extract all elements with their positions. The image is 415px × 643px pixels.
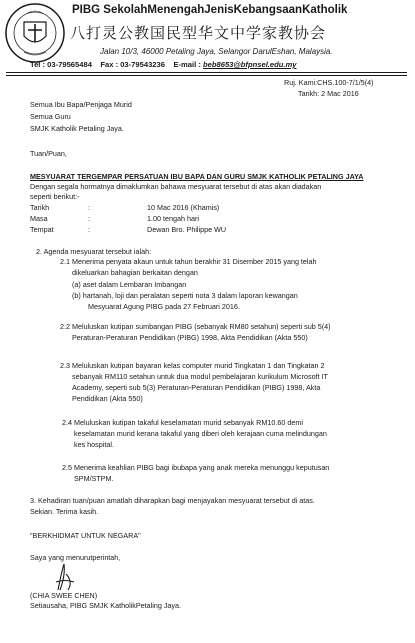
recipient-line: Semua Guru	[30, 112, 71, 121]
agenda-line: 2.4 Meluluskan kutipan takaful keselamatan murid sebanyak RM10.60 demi	[62, 418, 303, 427]
intro-line: seperti berikut:-	[30, 192, 80, 201]
school-motto: "BERKHIDMAT UNTUK NEGARA"	[30, 531, 141, 540]
agenda-line: sebanyak RM110 setahun untuk dua modul pembelajaran kurikulum Microsoft IT	[72, 372, 328, 381]
agenda-line: SPM/STPM.	[74, 474, 114, 483]
detail-value: 1.00 tengah hari	[147, 214, 199, 223]
email-link[interactable]: beb8653@bfpnsel.edu.my	[203, 60, 297, 69]
agenda-line: Mesyuarat Agung PIBG pada 27 Februari 2016.	[88, 302, 240, 311]
school-name-malay: PIBG SekolahMenengahJenisKebangsaanKatholik	[72, 4, 348, 16]
closing-thanks: Sekian. Terima kasih.	[30, 507, 99, 516]
header-rule-thin	[6, 75, 407, 76]
school-crest-logo	[4, 2, 66, 64]
agenda-line: Academy, seperti sub 5(3) Peraturan-Peraturan Pendidikan (PIBG) 1998, Akta	[72, 383, 321, 392]
signoff-text: Saya yang menurutperintah,	[30, 553, 121, 562]
agenda-line: 2.1 Menerima penyata akaun untuk tahun berakhir 31 Disember 2015 yang telah	[60, 257, 317, 266]
detail-separator: :	[88, 225, 90, 234]
agenda-line: 2.5 Menerima keahlian PIBG bagi ibubapa yang anak mereka menunggu keputusan	[62, 463, 330, 472]
salutation: Tuan/Puan,	[30, 149, 67, 158]
agenda-line: 2.3 Meluluskan kutipan bayaran kelas computer murid Tingkatan 1 dan Tingkatan 2	[60, 361, 325, 370]
tel-number: Tel : 03-79565484	[30, 60, 92, 69]
agenda-line: keselamatan murid kerana takaful yang diberi oleh kerajaan cuma melindungan	[74, 429, 327, 438]
school-address: Jalan 10/3, 46000 Petaling Jaya, Selangor DarulEshan, Malaysia.	[100, 47, 333, 56]
agenda-line: (b) hartanah, loji dan peralatan seperti nota 3 dalam laporan kewangan	[72, 291, 298, 300]
detail-separator: :	[88, 214, 90, 223]
agenda-line: 2.2 Meluluskan kutipan sumbangan PIBG (sebanyak RM80 setahun) seperti sub 5(4)	[60, 322, 331, 331]
detail-label: Tarikh	[30, 203, 50, 212]
recipient-line: Semua Ibu Bapa/Penjaga Murid	[30, 100, 132, 109]
agenda-line: (a) aset dalam Lembaran Imbangan	[72, 280, 187, 289]
detail-value: Dewan Bro. Philippe WU	[147, 225, 227, 234]
signer-title: Setiausaha, PIBG SMJK KatholikPetaling Jaya.	[30, 601, 182, 610]
agenda-line: Pendidikan (Akta 550)	[72, 394, 143, 403]
header-rule-thick	[6, 72, 407, 73]
agenda-heading: 2. Agenda mesyuarat tersebut ialah:	[36, 247, 152, 256]
contact-line	[30, 60, 297, 69]
agenda-line: kes hospital.	[74, 440, 114, 449]
letter-date: Tarikh: 2 Mac 2016	[298, 89, 359, 98]
handwritten-signature	[46, 560, 82, 594]
recipient-line: SMJK Katholik Petaling Jaya.	[30, 124, 124, 133]
detail-label: Masa	[30, 214, 48, 223]
agenda-line: dikeluarkan bahagian berkaitan dengan	[72, 268, 198, 277]
detail-label: Tempat	[30, 225, 54, 234]
closing-paragraph: 3. Kehadiran tuan/puan amatlah diharapkan bagi menjayakan mesyuarat tersebut di atas.	[30, 496, 315, 505]
fax-number: Fax : 03-79543236	[100, 60, 165, 69]
intro-line: Dengan segala hormatnya dimaklumkan bahawa mesyuarat tersebut di atas akan diadakan	[30, 182, 322, 191]
signer-name: (CHIA SWEE CHEN)	[30, 591, 98, 600]
reference-number: Ruj. Kami:CHS.100-7/1/5(4)	[284, 78, 374, 87]
detail-value: 10 Mac 2016 (Khamis)	[147, 203, 220, 212]
agenda-line: Peraturan-Peraturan Pendidikan (PIBG) 1998, Akta Pendidikan (Akta 550)	[72, 333, 308, 342]
detail-separator: :	[88, 203, 90, 212]
school-name-chinese: 八打灵公教国民型华文中学家教协会	[70, 24, 327, 42]
subject-line: MESYUARAT TERGEMPAR PERSATUAN IBU BAPA DAN GURU SMJK KATHOLIK PETALING JAYA	[30, 172, 364, 181]
email-label: E-mail :	[173, 60, 201, 69]
